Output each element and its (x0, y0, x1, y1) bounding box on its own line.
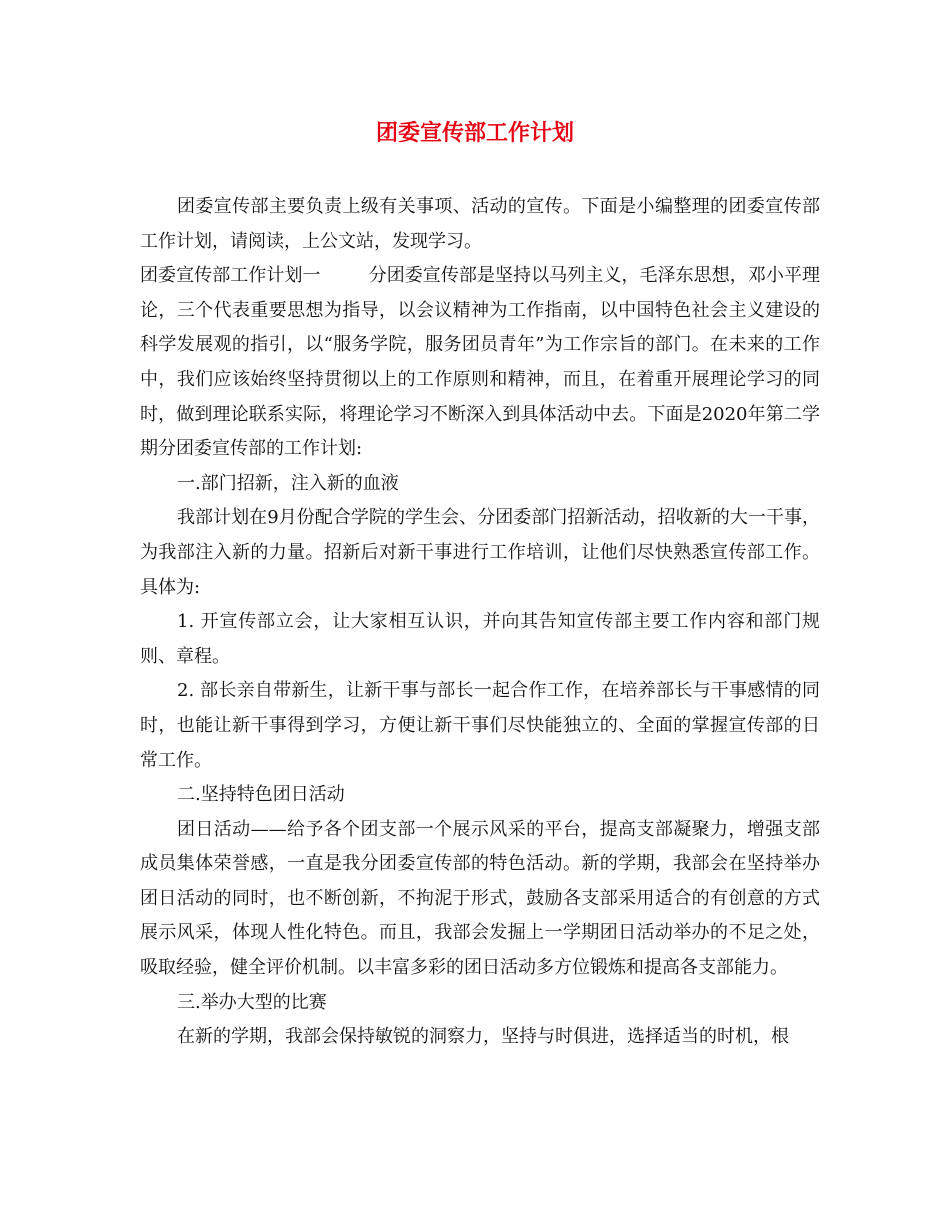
section1-paragraph: 我部计划在9月份配合学院的学生会、分团委部门招新活动，招收新的大一干事，为我部注入新的力量。招新后对新干事进行工作培训，让他们尽快熟悉宣传部工作。具体为: (140, 507, 820, 598)
section1-item-2: 2. 部长亲自带新生，让新干事与部长一起合作工作，在培养部长与干事感情的同时，也能让新干事得到学习，方便让新干事们尽快能独立的、全面的掌握宣传部的日常工作。 (140, 680, 820, 771)
document-body (140, 190, 820, 1055)
document-title: 团委宣传部工作计划 (375, 121, 574, 146)
section3-heading: 三.举办大型的比赛 (177, 991, 327, 1013)
section2-paragraph: 团日活动——给予各个团支部一个展示风采的平台，提高支部凝聚力，增强支部成员集体荣誉感，一直是我分团委宣传部的特色活动。新的学期，我部会在坚持举办团日活动的同时，也不断创新，不拘泥于形式，鼓励各支部采用适合的有创意的方式展示风采，体现人性化特色。而且，我部会发掘上一学期团日活动举办的不足之处，吸取经验，健全评价机制。以丰富多彩的团日活动多方位锻炼和提高各支部能力。 (140, 818, 820, 979)
section1-item-1: 1. 开宣传部立会，让大家相互认识，并向其告知宣传部主要工作内容和部门规则、章程。 (140, 611, 820, 667)
plan-heading: 团委宣传部工作计划一 (140, 265, 321, 287)
section2-heading: 二.坚持特色团日活动 (177, 784, 345, 806)
section1-heading: 一.部门招新，注入新的血液 (177, 472, 399, 494)
section3-paragraph: 在新的学期，我部会保持敏锐的洞察力，坚持与时俱进，选择适当的时机，根 (177, 1026, 789, 1048)
plan-intro-text: 分团委宣传部是坚持以马列主义，毛泽东思想，邓小平理论，三个代表重要思想为指导，以会议精神为工作指南，以中国特色社会主义建设的科学发展观的指引，以“服务学院，服务团员青年”为工作宗旨的部门。在未来的工作中，我们应该始终坚持贯彻以上的工作原则和精神，而且，在着重开展理论学习的同时，做到理论联系实际，将理论学习不断深入到具体活动中去。下面是2020年第二学期分团委宣传部的工作计划: (140, 265, 821, 460)
intro-paragraph: 团委宣传部主要负责上级有关事项、活动的宣传。下面是小编整理的团委宣传部工作计划，请阅读，上公文站，发现学习。 (140, 196, 820, 252)
plan-paragraph (140, 259, 820, 467)
